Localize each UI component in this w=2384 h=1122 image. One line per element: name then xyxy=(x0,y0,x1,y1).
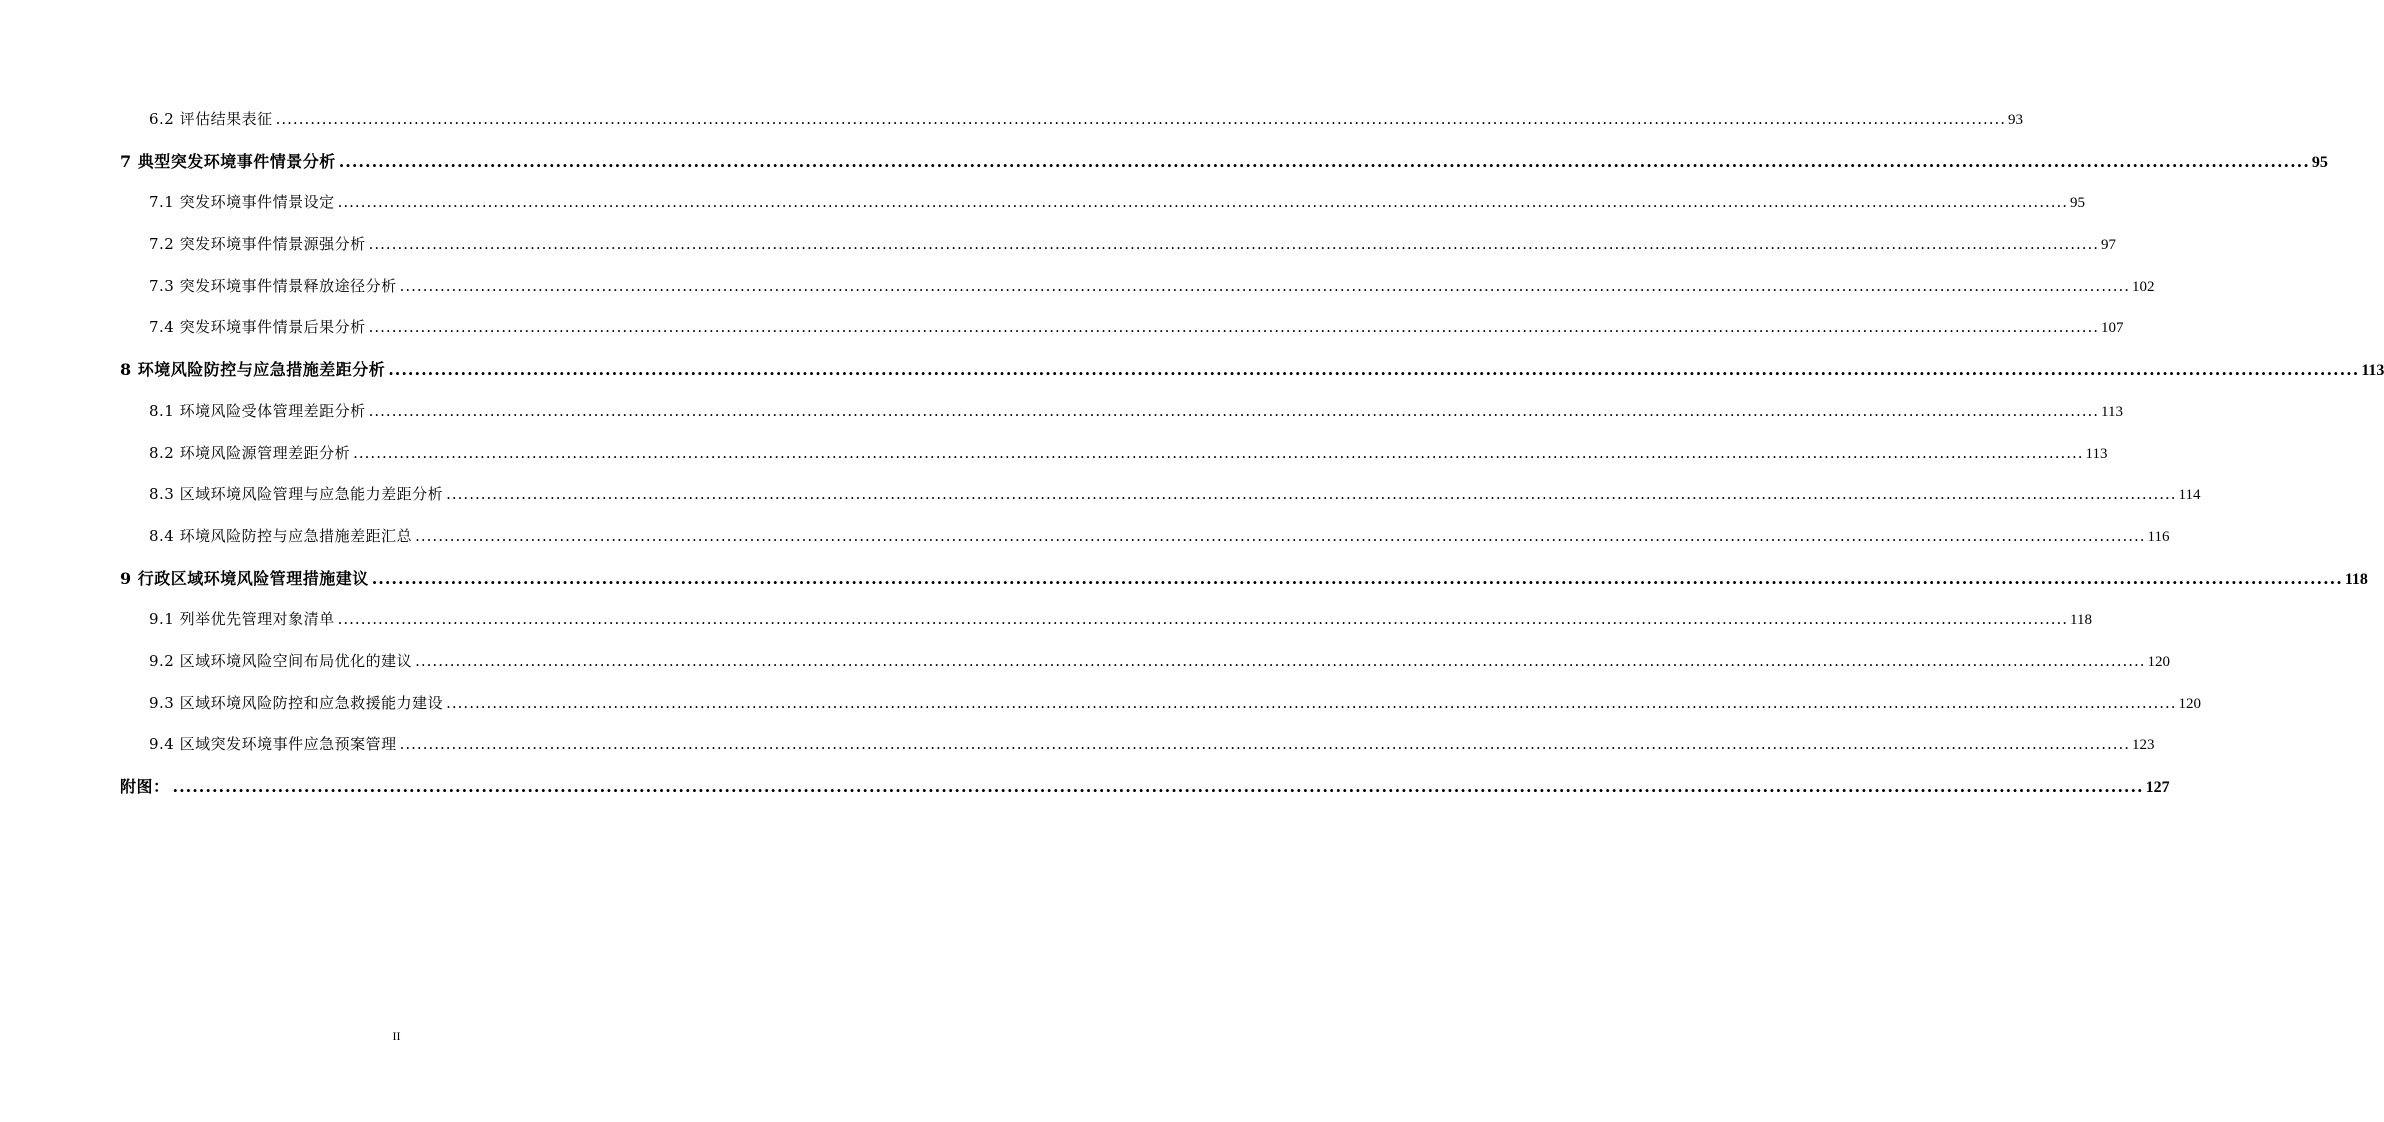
toc-dot-leader: ............................................................................................................................................................................................................................................................................................................ xyxy=(446,693,2177,712)
toc-entry-page: 102 xyxy=(2132,278,2155,295)
toc-dot-leader: ............................................................................................................................................................................................................................................................................................................ xyxy=(371,568,2343,588)
toc-entry-title: 8 环境风险防控与应急措施差距分析 xyxy=(120,360,386,380)
toc-section-entry[interactable] xyxy=(120,641,2171,683)
toc-entry-page: 114 xyxy=(2178,487,2201,504)
toc-entry-title: 7.4 突发环境事件情景后果分析 xyxy=(149,318,366,337)
toc-entry-page: 113 xyxy=(2101,403,2123,420)
toc-chapter-entry[interactable] xyxy=(120,141,2328,183)
toc-entry-title: 9 行政区域环境风险管理措施建议 xyxy=(120,568,369,588)
toc-dot-leader: ............................................................................................................................................................................................................................................................................................................ xyxy=(388,360,2360,380)
toc-entry-page: 93 xyxy=(2008,112,2024,128)
toc-section-entry[interactable] xyxy=(120,182,2086,224)
toc-dot-leader: ............................................................................................................................................................................................................................................................................................................ xyxy=(368,401,2100,420)
toc-entry-page: 118 xyxy=(2344,570,2368,588)
toc-entry-page: 107 xyxy=(2101,320,2124,337)
toc-entry-page: 113 xyxy=(2085,445,2108,462)
toc-section-entry[interactable] xyxy=(120,224,2117,266)
toc-entry-page: 127 xyxy=(2145,779,2170,796)
toc-dot-leader: ............................................................................................................................................................................................................................................................................................................ xyxy=(337,193,2069,212)
toc-entry-page: 95 xyxy=(2311,153,2328,171)
toc-entry-title: 附图： xyxy=(120,777,170,796)
toc-section-entry[interactable] xyxy=(120,474,2201,516)
toc-entry-page: 118 xyxy=(2070,612,2092,629)
toc-dot-leader: ............................................................................................................................................................................................................................................................................................................ xyxy=(415,651,2146,670)
toc-dot-leader: ............................................................................................................................................................................................................................................................................................................ xyxy=(337,610,2069,629)
toc-entry-title: 9.4 区域突发环境事件应急预案管理 xyxy=(149,735,397,754)
toc-entry-title: 8.2 环境风险源管理差距分析 xyxy=(149,443,351,462)
toc-entry-page: 113 xyxy=(2361,362,2384,380)
toc-entry-title: 8.4 环境风险防控与应急措施差距汇总 xyxy=(149,526,413,545)
toc-dot-leader: ............................................................................................................................................................................................................................................................................................................ xyxy=(368,235,2100,254)
toc-dot-leader: ............................................................................................................................................................................................................................................................................................................ xyxy=(399,735,2131,754)
toc-entry-title: 9.1 列举优先管理对象清单 xyxy=(149,610,335,629)
toc-dot-leader: ............................................................................................................................................................................................................................................................................................................ xyxy=(446,485,2177,504)
toc-section-entry[interactable] xyxy=(120,599,2092,641)
toc-dot-leader: ............................................................................................................................................................................................................................................................................................................ xyxy=(172,777,2144,796)
toc-entry-title: 8.3 区域环境风险管理与应急能力差距分析 xyxy=(149,485,444,504)
toc-section-entry[interactable] xyxy=(120,683,2202,725)
toc-entry-page: 116 xyxy=(2147,528,2170,545)
toc-section-entry[interactable] xyxy=(120,307,2124,349)
toc-entry-page: 120 xyxy=(2178,695,2202,712)
toc-dot-leader: ............................................................................................................................................................................................................................................................................................................ xyxy=(415,526,2146,545)
toc-dot-leader: ............................................................................................................................................................................................................................................................................................................ xyxy=(353,443,2084,462)
toc-entry-page: 97 xyxy=(2101,237,2117,254)
toc-chapter-entry[interactable] xyxy=(120,349,2384,391)
toc-dot-leader: ............................................................................................................................................................................................................................................................................................................ xyxy=(275,110,2007,128)
page-number: II xyxy=(392,1029,401,1043)
toc-dot-leader: ............................................................................................................................................................................................................................................................................................................ xyxy=(338,151,2310,171)
toc-entry-title: 7.2 突发环境事件情景源强分析 xyxy=(149,235,366,254)
toc-section-entry[interactable] xyxy=(120,516,2170,558)
toc-section-entry[interactable] xyxy=(120,433,2108,475)
toc-dot-leader: ............................................................................................................................................................................................................................................................................................................ xyxy=(368,318,2100,337)
toc-entry-title: 9.2 区域环境风险空间布局优化的建议 xyxy=(149,651,413,670)
toc-entry-title: 8.1 环境风险受体管理差距分析 xyxy=(149,401,366,420)
toc-entry-page: 120 xyxy=(2147,653,2171,670)
toc-entry-title: 6.2 评估结果表征 xyxy=(149,110,273,128)
toc-chapter-entry[interactable] xyxy=(120,558,2368,600)
toc-section-entry[interactable] xyxy=(120,266,2155,308)
toc-dot-leader: ............................................................................................................................................................................................................................................................................................................ xyxy=(399,276,2131,295)
toc-entry-page: 123 xyxy=(2132,737,2155,754)
toc-chapter-entry[interactable] xyxy=(120,766,2170,808)
toc-entry-title: 7.3 突发环境事件情景释放途径分析 xyxy=(149,276,397,295)
toc-entry-title: 7 典型突发环境事件情景分析 xyxy=(120,151,336,171)
table-of-contents xyxy=(120,99,2384,808)
toc-section-entry[interactable] xyxy=(120,391,2123,433)
toc-section-entry[interactable] xyxy=(120,724,2155,766)
toc-entry-title: 9.3 区域环境风险防控和应急救援能力建设 xyxy=(149,693,444,712)
toc-section-entry[interactable] xyxy=(120,99,2024,141)
toc-entry-title: 7.1 突发环境事件情景设定 xyxy=(149,193,335,212)
toc-entry-page: 95 xyxy=(2070,195,2086,212)
